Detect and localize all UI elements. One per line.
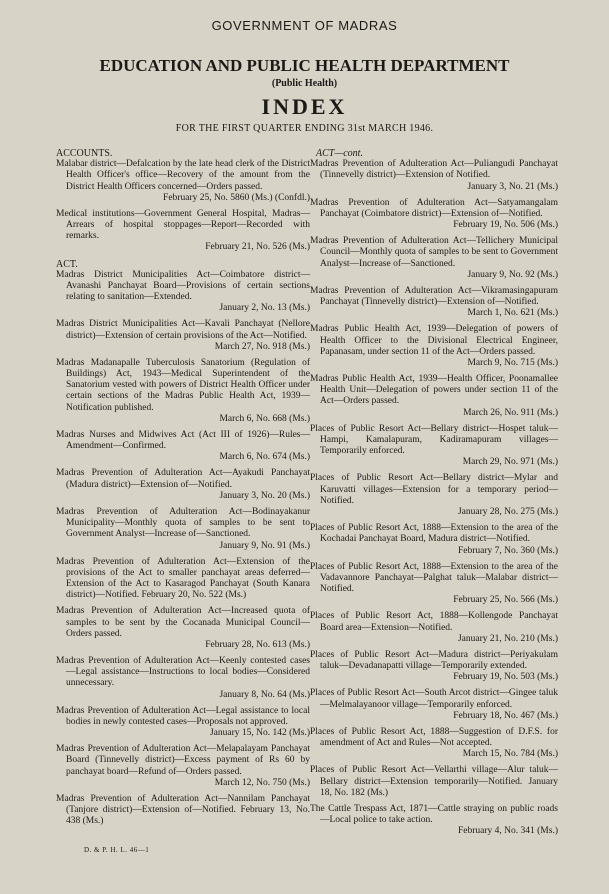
printer-footer: D. & P. H. L. 46—1 [84,846,150,854]
government-heading: GOVERNMENT OF MADRAS [211,18,398,33]
left-column [56,148,310,832]
index-entry: Madras Prevention of Adulteration Act—Tellichery Municipal Council—Monthly quota of samples to be sent to Government Analyst—Increase of—Sanctioned. January 9, No. 92 (Ms.) [310,236,558,280]
index-entry: Madras Nurses and Midwives Act (Act III of 1926)—Rules—Amendment—Confirmed. March 6, No. 674 (Ms.) [56,429,310,463]
index-entry: Places of Public Resort Act—Madura district—Periyakulam taluk—Devadanapatti village—Temporarily extended. February 19, No. 503 (Ms.) [310,649,558,683]
index-entry: Madras Prevention of Adulteration Act—Melapalayam Panchayat Board (Tinnevelly district)—Excess payment of Rs 60 by panchayat board—Refund of—Orders passed. March 12, No. 750 (Ms.) [56,744,310,788]
index-entry: Madras Prevention of Adulteration Act—Legal assistance to local bodies in newly contested cases—Proposals not approved. January 15, No. 142 (Ms.) [56,705,310,739]
index-entry: Madras Prevention of Adulteration Act—Keenly contested cases—Legal assistance—Instructions to local bodies—Considered unnecessary. January 8, No. 64 (Ms.) [56,656,310,700]
index-entry: Places of Public Resort Act—Bellary district—Mylar and Karuvatti villages—Extension for a temporary period—Notified. January 28, No. 275 (Ms.) [310,473,558,517]
department-subtitle: (Public Health) [271,78,338,89]
index-entry: Madras Madanapalle Tuberculosis Sanatorium (Regulation of Buildings) Act, 1943—Medical Superintendent of the Sanatorium vested with powers of District Health Officer under certain sections of the Madras Public Health Act, 1939—Notification published. March 6, No. 668 (Ms.) [56,357,310,424]
index-entry: Places of Public Resort Act, 1888—Extension to the area of the Kochadai Panchayat Board, Madura district—Notified. February 7, No. 360 (Ms.) [310,523,558,556]
section-heading-act-continued: ACT—cont. [316,148,363,159]
index-entry: Madras Prevention of Adulteration Act—Vikramasingapuram Panchayat (Tinnevelly district)—Extension of—Notified. March 1, No. 621 (Ms.) [310,285,558,319]
index-entry: Madras District Municipalities Act—Coimbatore district—Avanashi Panchayat Board—Provisions of certain sections relating to sanitation—Extended. January 2, No. 13 (Ms.) [56,269,310,314]
index-entry: Madras Public Health Act, 1939—Health Officer, Poonamallee Health Unit—Delegation of powers under section 11 of the Act—Orders passed. March 26, No. 911 (Ms.) [310,374,558,418]
index-entry: Medical institutions—Government General Hospital, Madras—Arrears of hospital stoppages—Report—Recorded with remarks. February 21, No. 526 (Ms.) [56,208,310,253]
index-entry: Places of Public Resort Act—Vellarthi village—Alur taluk—Bellary district—Extension temporarily—Notified. January 18, No. 182 (Ms.) [310,765,558,798]
section-heading-accounts: ACCOUNTS. [56,148,113,159]
index-entry: Madras Prevention of Adulteration Act—Nannilam Panchayat (Tanjore district)—Extension of—Notified. February 13, No. 438 (Ms.) [56,793,310,827]
index-entry: Madras Public Health Act, 1939—Delegation of powers of Health Officer to the Divisional Electrical Engineer, Papanasam, under section 11 of the Act—Orders passed. March 9, No. 715 (Ms.) [310,324,558,368]
right-column [310,148,558,842]
index-entry: Madras District Municipalities Act—Kavali Panchayat (Nellore district)—Extension of certain provisions of the Act—Notified. March 27, No. 918 (Ms.) [56,319,310,352]
index-entry: Madras Prevention of Adulteration Act—Satyamangalam Panchayat (Coimbatore district)—Extension of—Notified. February 19, No. 506 (Ms.) [310,197,558,231]
index-entry: Places of Public Resort Act—South Arcot district—Gingee taluk—Melmalayanoor village—Temporarily enforced. February 18, No. 467 (Ms.) [310,688,558,721]
index-entry: Places of Public Resort Act, 1888—Kollengode Panchayat Board area—Extension—Notified. January 21, No. 210 (Ms.) [310,611,558,644]
index-entry: Places of Public Resort Act, 1888—Extension to the area of the Vadavannore Panchayat—Palghat taluk—Malabar district—Notified. February 25, No. 566 (Ms.) [310,561,558,606]
quarter-line: FOR THE FIRST QUARTER ENDING 31st MARCH 1946. [175,123,434,134]
index-entry: Malabar district—Defalcation by the late head clerk of the District Health Officer's office—Recovery of the amount from the District Health Officers concerned—Orders passed. February 25, No. 5860 (Ms.) (Confdl.) [56,159,310,203]
index-entry: Madras Prevention of Adulteration Act—Extension of the provisions of the Act to smaller panchayat areas deferred—Extension of the Act to Kasaragod Panchayat (South Kanara district)—Notified. February 20, No. 522 (Ms.) [56,556,310,601]
department-title: EDUCATION AND PUBLIC HEALTH DEPARTMENT [99,56,510,75]
index-entry: Madras Prevention of Adulteration Act—Bodinayakanur Municipality—Monthly quota of samples to be sent to Government Analyst—Increase of—Sanctioned. January 9, No. 91 (Ms.) [56,506,310,551]
index-entry: Madras Prevention of Adulteration Act—Ayakudi Panchayat (Madura district)—Extension of—Notified. January 3, No. 20 (Ms.) [56,468,310,501]
index-entry: Madras Prevention of Adulteration Act—Increased quota of samples to be sent by the Cocanada Municipal Council—Orders passed. February 28, No. 613 (Ms.) [56,606,310,650]
index-entry: The Cattle Trespass Act, 1871—Cattle straying on public roads—Local police to take action. February 4, No. 341 (Ms.) [310,803,558,837]
section-heading-act: ACT. [56,258,78,270]
index-entry: Madras Prevention of Adulteration Act—Puliangudi Panchayat (Tinnevelly district)—Extension of Notified. January 3, No. 21 (Ms.) [310,159,558,192]
index-title: INDEX [261,94,348,119]
index-entry: Places of Public Resort Act—Bellary district—Hospet taluk—Hampi, Kamalapuram, Kadiramapuram villages—Temporarily enforced. March 29, No. 971 (Ms.) [310,423,558,468]
index-entry: Places of Public Resort Act, 1888—Suggestion of D.F.S. for amendment of Act and Rules—Not accepted. March 15, No. 784 (Ms.) [310,726,558,760]
